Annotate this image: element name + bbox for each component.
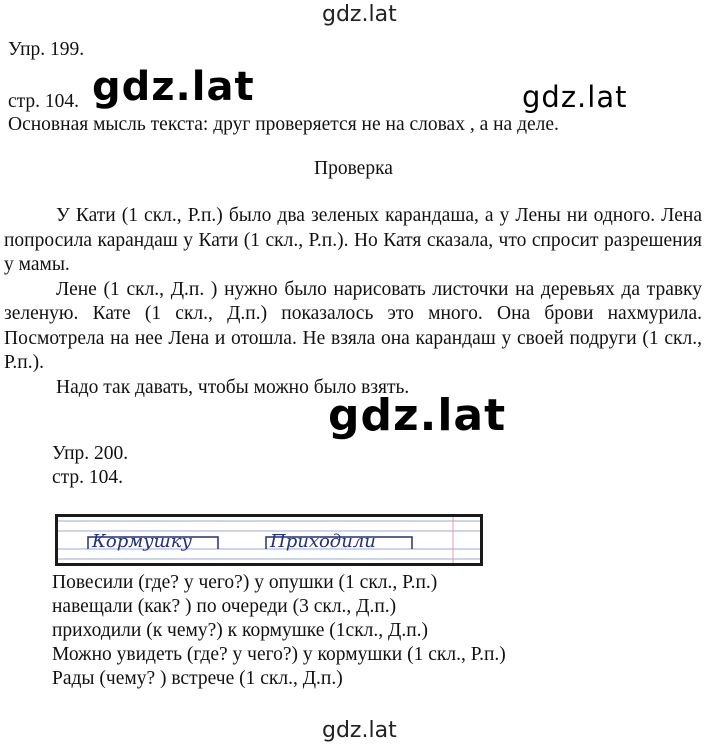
watermark-left: gdz.lat: [92, 64, 255, 110]
handwriting-sample: [55, 514, 483, 566]
line-4: Можно увидеть (где? у чего?) у кормушки (1 скл., Р.п.): [52, 644, 506, 665]
line-2: навещали (как? ) по очереди (3 скл., Д.п.): [52, 596, 397, 617]
story-paragraph-2: Лене (1 скл., Д.п. ) нужно было нарисовать листочки на деревьях да травку зеленую. Кате (1 скл., Д.п.) показалось это много. Она брови нахмурила. Посмотрела на нее Лена и отошла. Не взяла она карандаш у своей подруги (1 скл., Р.п.).: [4, 278, 702, 373]
story-title: Проверка: [314, 158, 393, 179]
main-idea: Основная мысль текста: друг проверяется не на словах , а на деле.: [8, 114, 559, 135]
line-5: Рады (чему? ) встрече (1 скл., Д.п.): [52, 668, 343, 689]
handwriting-lines: [58, 517, 480, 563]
line-3: приходили (к чему?) к кормушке (1скл., Д.п.): [52, 620, 429, 641]
exercise-199-page: стр. 104.: [8, 91, 80, 112]
exercise-200-number: Упр. 200.: [52, 443, 129, 464]
watermark-right: gdz.lat: [522, 80, 628, 114]
watermark-top: gdz.lat: [322, 2, 397, 27]
watermark-middle: gdz.lat: [328, 390, 507, 441]
watermark-bottom: gdz.lat: [322, 718, 397, 743]
story-text: [4, 204, 702, 400]
line-1: Повесили (где? у чего?) у опушки (1 скл., Р.п.): [52, 572, 438, 593]
story-paragraph-1: У Кати (1 скл., Р.п.) было два зеленых карандаша, а у Лены ни одного. Лена попросила карандаш у Кати (1 скл., Р.п.). Но Катя сказала, что спросит разрешения у мамы.: [4, 205, 702, 275]
story-paragraph-3: Надо так давать, чтобы можно было взять.: [56, 376, 410, 398]
exercise-200-page: стр. 104.: [52, 467, 124, 488]
handwritten-word-1: Кормушку: [92, 531, 192, 552]
handwritten-word-2: Приходили: [270, 531, 376, 552]
exercise-199-number: Упр. 199.: [8, 39, 85, 60]
